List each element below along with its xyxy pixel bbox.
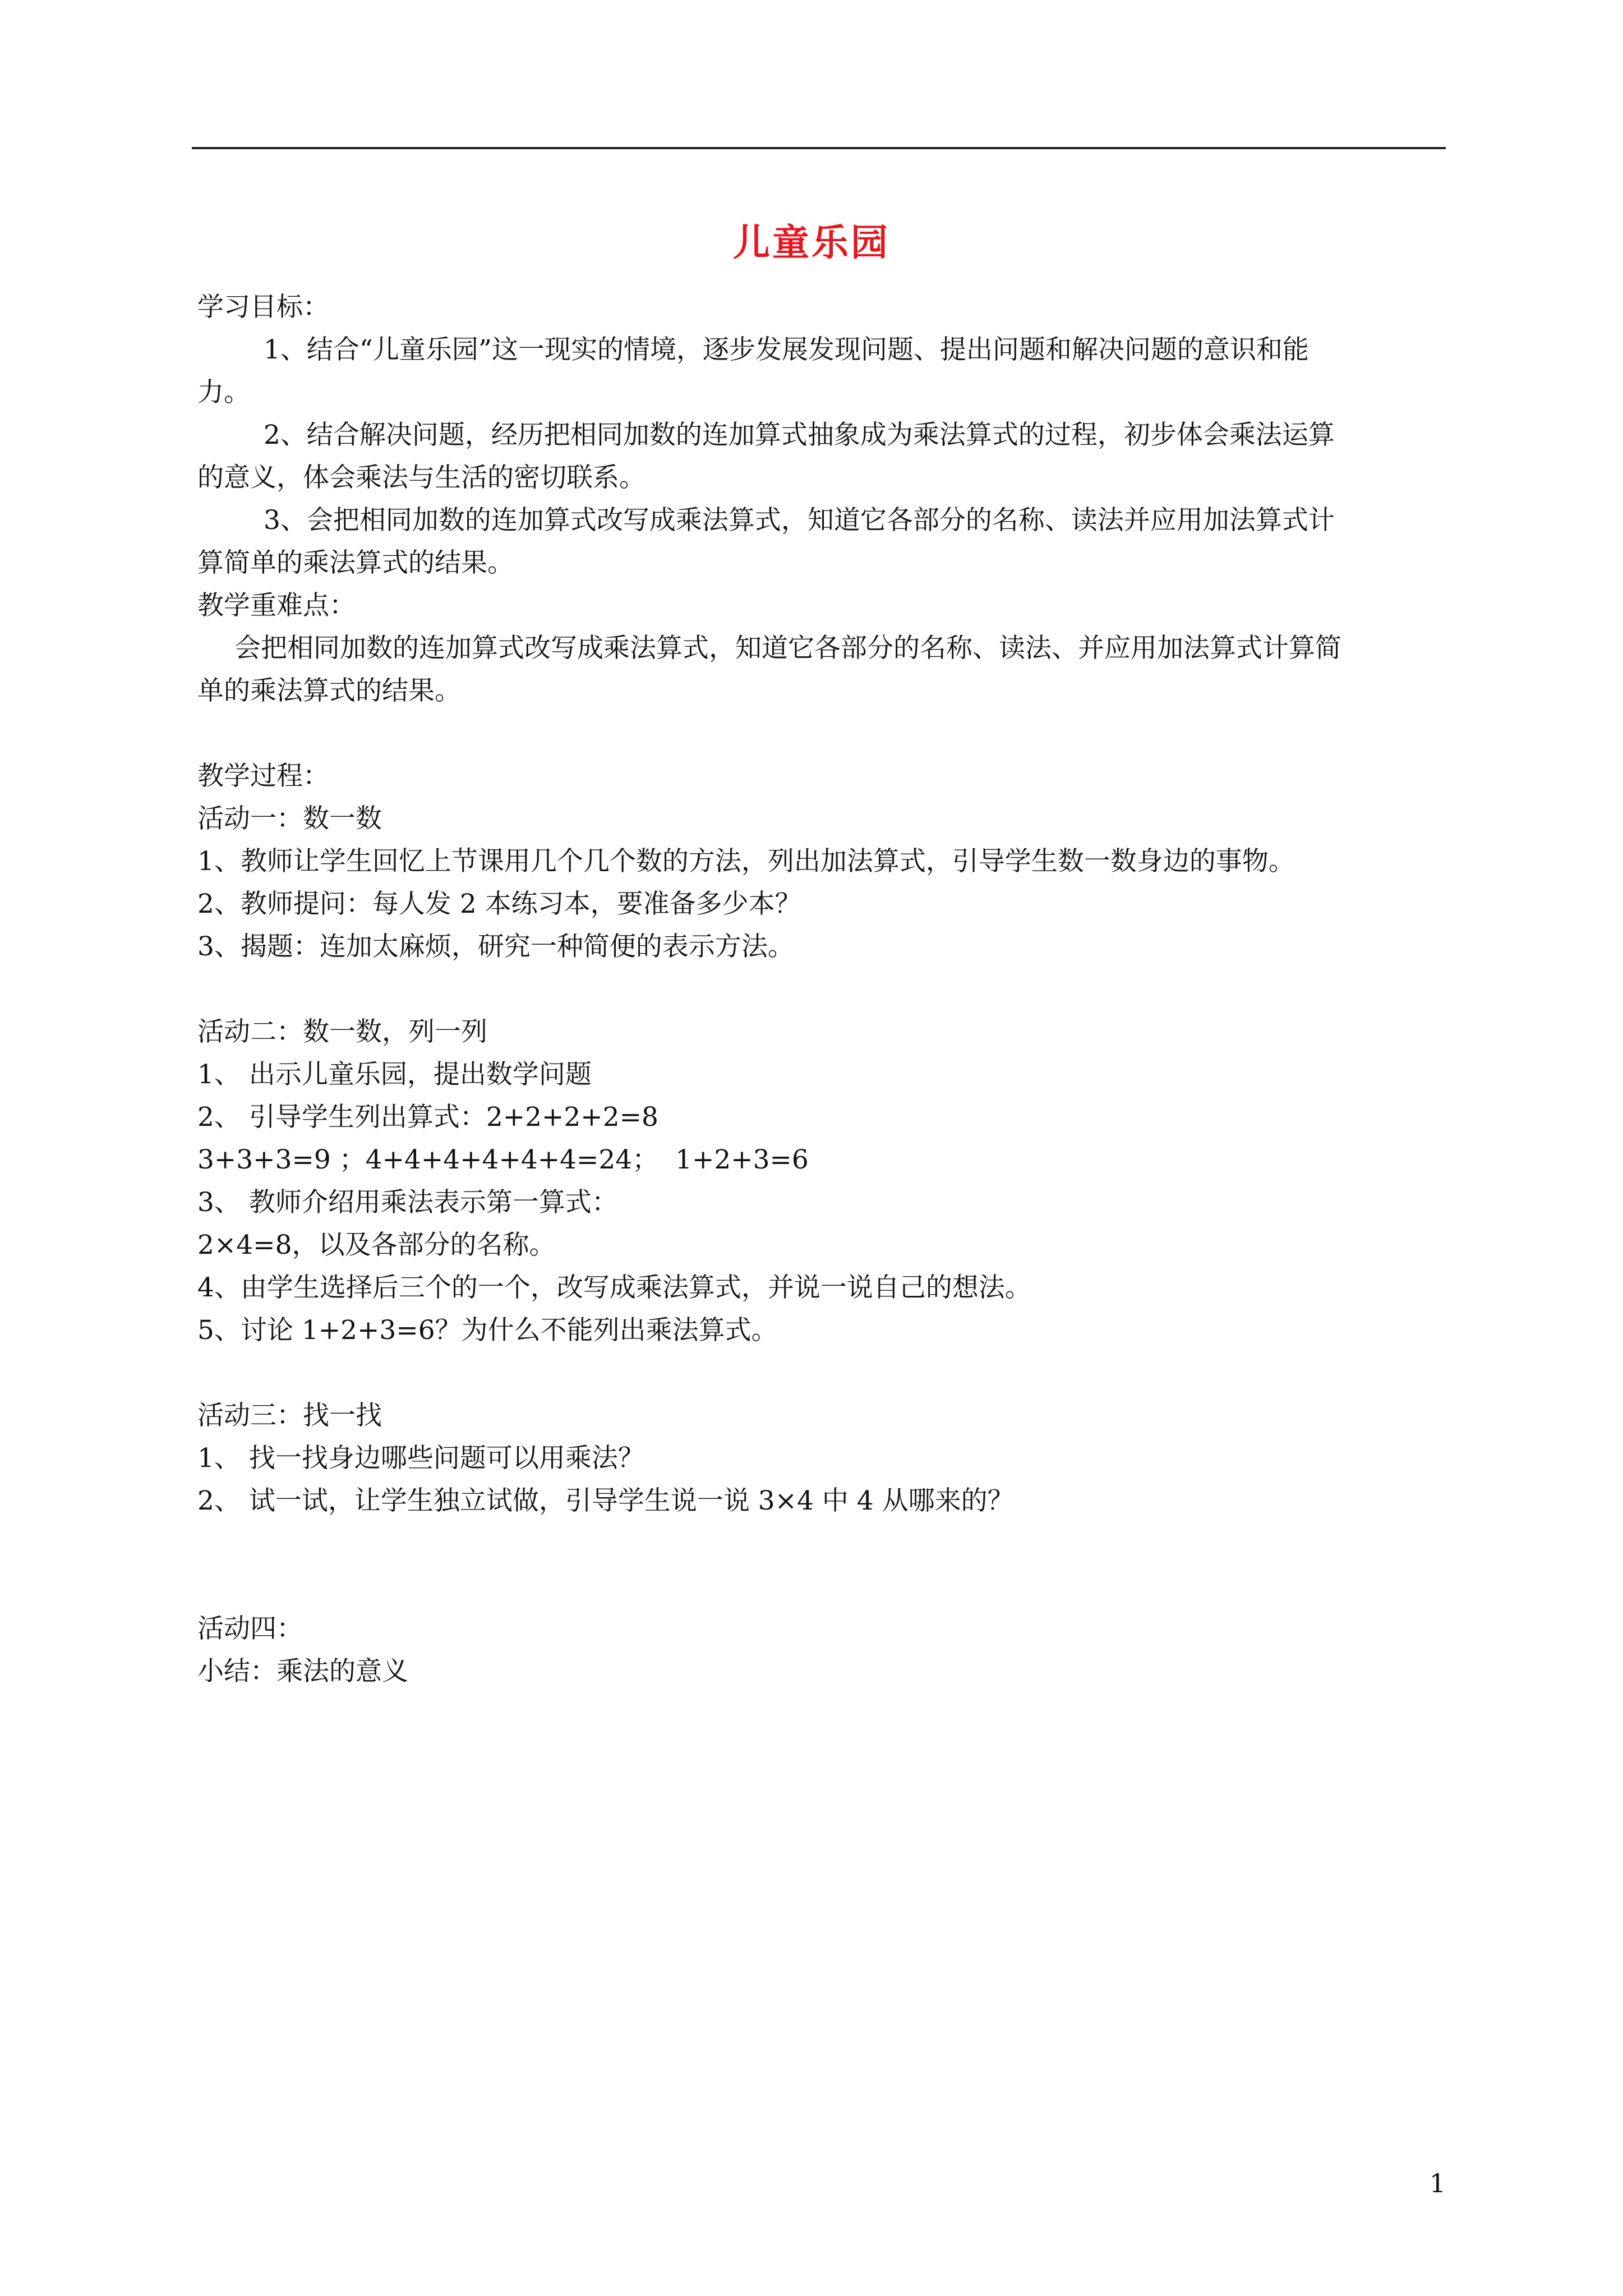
keypoints-line-1: 会把相同加数的连加算式改写成乘法算式，知道它各部分的名称、读法、并应用加法算式计算简 xyxy=(234,633,1341,664)
activity-2-item-5: 5、讨论 1+2+3=6？为什么不能列出乘法算式。 xyxy=(197,1315,778,1346)
activity-3-item-2: 2、 试一试，让学生独立试做，引导学生说一说 3×4 中 4 从哪来的？ xyxy=(197,1485,1014,1516)
activity-3-heading: 活动三：找一找 xyxy=(197,1400,382,1431)
summary-line: 小结：乘法的意义 xyxy=(197,1656,408,1687)
activity-1-item-1: 1、教师让学生回忆上节课用几个几个数的方法，列出加法算式，引导学生数一数身边的事物。 xyxy=(197,846,1295,877)
objectives-heading: 学习目标： xyxy=(197,292,329,323)
objective-3-line-2: 算简单的乘法算式的结果。 xyxy=(197,547,514,578)
activity-2-item-3: 3、 教师介绍用乘法表示第一算式： xyxy=(197,1187,618,1218)
objective-3-line-1: 3、会把相同加数的连加算式改写成乘法算式，知道它各部分的名称、读法并应用加法算式计 xyxy=(264,505,1335,536)
process-heading: 教学过程： xyxy=(197,761,329,792)
activity-2-item-2: 2、 引导学生列出算式：2+2+2+2=8 xyxy=(197,1102,658,1133)
keypoints-heading: 教学重难点： xyxy=(197,590,356,621)
activity-1-heading: 活动一：数一数 xyxy=(197,803,382,834)
activity-2-item-4: 4、由学生选择后三个的一个，改写成乘法算式，并说一说自己的想法。 xyxy=(197,1272,1031,1303)
activity-2-item-1: 1、 出示儿童乐园，提出数学问题 xyxy=(197,1059,592,1090)
document-title: 儿童乐园 xyxy=(733,220,890,264)
activity-4-heading: 活动四： xyxy=(197,1613,303,1644)
activity-2-heading: 活动二：数一数，列一列 xyxy=(197,1016,487,1047)
objective-2-line-1: 2、结合解决问题，经历把相同加数的连加算式抽象成为乘法算式的过程，初步体会乘法运算 xyxy=(264,420,1335,450)
activity-1-item-3: 3、揭题：连加太麻烦，研究一种简便的表示方法。 xyxy=(197,931,794,962)
page-number: 1 xyxy=(1429,2168,1446,2198)
activity-2-item-2b: 3+3+3=9 ；4+4+4+4+4+4=24； 1+2+3=6 xyxy=(197,1144,809,1175)
objective-2-line-2: 的意义，体会乘法与生活的密切联系。 xyxy=(197,462,645,493)
activity-1-item-2: 2、教师提问：每人发 2 本练习本，要准备多少本？ xyxy=(197,889,801,919)
objective-1-line-2: 力。 xyxy=(197,377,250,408)
objective-1-line-1: 1、结合“儿童乐园”这一现实的情境，逐步发展发现问题、提出问题和解决问题的意识和能 xyxy=(264,334,1309,365)
activity-2-item-3b: 2×4=8，以及各部分的名称。 xyxy=(197,1230,556,1260)
keypoints-line-2: 单的乘法算式的结果。 xyxy=(197,675,461,706)
activity-3-item-1: 1、 找一找身边哪些问题可以用乘法？ xyxy=(197,1443,644,1474)
header-rule xyxy=(192,147,1446,149)
